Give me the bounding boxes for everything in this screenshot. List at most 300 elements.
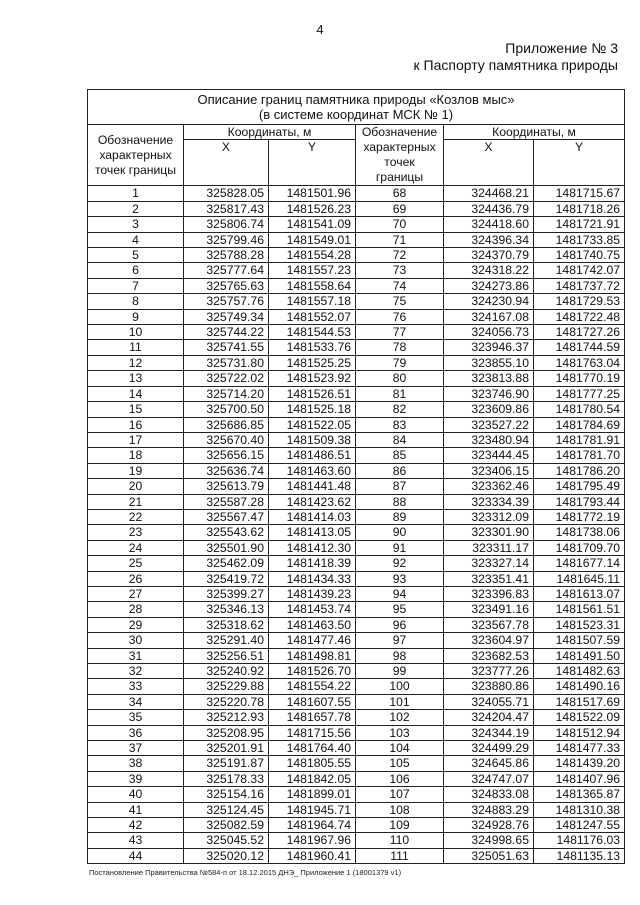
- table-row: [88, 771, 625, 786]
- x-coord: 324833.08: [444, 787, 534, 802]
- y-coord: 1481842.05: [269, 771, 356, 786]
- table-row: [88, 633, 625, 648]
- point-id: 5: [88, 248, 184, 263]
- y-coord: 1481463.50: [269, 617, 356, 632]
- y-coord: 1481412.30: [269, 540, 356, 555]
- x-coord: 325051.63: [444, 848, 534, 863]
- x-coord: 323682.53: [444, 648, 534, 663]
- point-id: 44: [88, 848, 184, 863]
- table-row: [88, 371, 625, 386]
- point-id: 80: [356, 371, 444, 386]
- point-id: 71: [356, 232, 444, 247]
- point-id: 89: [356, 509, 444, 524]
- point-id: 70: [356, 217, 444, 232]
- point-id: 7: [88, 278, 184, 293]
- point-id: 109: [356, 818, 444, 833]
- table-row: [88, 679, 625, 694]
- table-row: [88, 694, 625, 709]
- point-id: 19: [88, 463, 184, 478]
- point-id: 21: [88, 494, 184, 509]
- point-id: 42: [88, 818, 184, 833]
- y-coord: 1481407.96: [534, 771, 625, 786]
- point-id: 88: [356, 494, 444, 509]
- x-coord: 324167.08: [444, 309, 534, 324]
- point-id: 77: [356, 325, 444, 340]
- x-coord: 325543.62: [184, 525, 269, 540]
- x-coord: 325318.62: [184, 617, 269, 632]
- x-coord: 323301.90: [444, 525, 534, 540]
- x-coord: 325587.28: [184, 494, 269, 509]
- y-coord: 1481777.25: [534, 386, 625, 401]
- point-id: 84: [356, 432, 444, 447]
- y-coord: 1481718.26: [534, 201, 625, 216]
- x-coord: 325229.88: [184, 679, 269, 694]
- appendix-subtitle: к Паспорту памятника природы: [413, 57, 618, 73]
- x-coord: 323491.16: [444, 602, 534, 617]
- y-coord: 1481557.23: [269, 263, 356, 278]
- x-coord: 325722.02: [184, 371, 269, 386]
- point-id: 98: [356, 648, 444, 663]
- point-id: 95: [356, 602, 444, 617]
- point-id: 37: [88, 741, 184, 756]
- y-coord: 1481135.13: [534, 848, 625, 863]
- y-coord: 1481544.53: [269, 325, 356, 340]
- coords-header-right: Координаты, м: [444, 125, 625, 140]
- x-coord: 324318.22: [444, 263, 534, 278]
- x-coord: 324230.94: [444, 294, 534, 309]
- point-id: 31: [88, 648, 184, 663]
- point-id: 41: [88, 802, 184, 817]
- point-id: 72: [356, 248, 444, 263]
- y-coord: 1481541.09: [269, 217, 356, 232]
- point-id: 29: [88, 617, 184, 632]
- x-coord: 325777.64: [184, 263, 269, 278]
- table-row: [88, 325, 625, 340]
- y-coord: 1481786.20: [534, 463, 625, 478]
- y-coord: 1481733.85: [534, 232, 625, 247]
- table-row: [88, 802, 625, 817]
- x-coord: 324436.79: [444, 201, 534, 216]
- coordinates-table: [87, 89, 625, 864]
- table-row: [88, 278, 625, 293]
- point-id: 23: [88, 525, 184, 540]
- x-coord: 323609.86: [444, 402, 534, 417]
- table-row: [88, 263, 625, 278]
- point-id: 86: [356, 463, 444, 478]
- y-coord: 1481744.59: [534, 340, 625, 355]
- x-coord: 323312.09: [444, 509, 534, 524]
- table-row: [88, 402, 625, 417]
- x-coord: 325462.09: [184, 556, 269, 571]
- y-coord: 1481523.92: [269, 371, 356, 386]
- point-id: 75: [356, 294, 444, 309]
- point-id: 43: [88, 833, 184, 848]
- point-id: 30: [88, 633, 184, 648]
- y-coord: 1481523.31: [534, 617, 625, 632]
- point-id: 111: [356, 848, 444, 863]
- y-coord: 1481561.51: [534, 602, 625, 617]
- y-coord: 1481176.03: [534, 833, 625, 848]
- y-coord: 1481526.70: [269, 664, 356, 679]
- table-row: [88, 556, 625, 571]
- x-coord: 325220.78: [184, 694, 269, 709]
- table-row: [88, 833, 625, 848]
- y-coord: 1481960.41: [269, 848, 356, 863]
- point-header-left: Обозначение характерных точек границы: [88, 125, 184, 186]
- point-id: 99: [356, 664, 444, 679]
- table-row: [88, 741, 625, 756]
- x-coord: 324468.21: [444, 186, 534, 201]
- point-id: 90: [356, 525, 444, 540]
- y-coord: 1481657.78: [269, 710, 356, 725]
- x-coord: 323527.22: [444, 417, 534, 432]
- x-coord: 324204.47: [444, 710, 534, 725]
- y-coord: 1481439.20: [534, 756, 625, 771]
- table-row: [88, 540, 625, 555]
- point-id: 1: [88, 186, 184, 201]
- y-coord: 1481554.28: [269, 248, 356, 263]
- point-id: 40: [88, 787, 184, 802]
- point-id: 94: [356, 586, 444, 601]
- point-id: 85: [356, 448, 444, 463]
- y-coord: 1481517.69: [534, 694, 625, 709]
- x-coord: 325045.52: [184, 833, 269, 848]
- y-coord: 1481795.49: [534, 479, 625, 494]
- x-coord: 325208.95: [184, 725, 269, 740]
- x-coord: 323362.46: [444, 479, 534, 494]
- y-coord: 1481722.48: [534, 309, 625, 324]
- point-id: 38: [88, 756, 184, 771]
- point-id: 87: [356, 479, 444, 494]
- y-coord: 1481557.18: [269, 294, 356, 309]
- y-coord: 1481453.74: [269, 602, 356, 617]
- point-id: 110: [356, 833, 444, 848]
- table-row: [88, 525, 625, 540]
- y-coord: 1481418.39: [269, 556, 356, 571]
- y-coord: 1481525.25: [269, 355, 356, 370]
- y-coord: 1481439.23: [269, 586, 356, 601]
- table-row: [88, 432, 625, 447]
- x-coord: 323334.39: [444, 494, 534, 509]
- x-coord: 324396.34: [444, 232, 534, 247]
- x-coord: 325256.51: [184, 648, 269, 663]
- y-coord: 1481414.03: [269, 509, 356, 524]
- y-coord: 1481533.76: [269, 340, 356, 355]
- table-row: [88, 617, 625, 632]
- x-coord: 323946.37: [444, 340, 534, 355]
- y-coord: 1481558.64: [269, 278, 356, 293]
- x-coord: 324499.29: [444, 741, 534, 756]
- y-coord: 1481764.40: [269, 741, 356, 756]
- point-id: 11: [88, 340, 184, 355]
- table-row: [88, 725, 625, 740]
- x-coord: 324370.79: [444, 248, 534, 263]
- point-id: 10: [88, 325, 184, 340]
- x-coord: 325744.22: [184, 325, 269, 340]
- x-coord: 325567.47: [184, 509, 269, 524]
- y-coord: 1481721.91: [534, 217, 625, 232]
- x-coord: 325741.55: [184, 340, 269, 355]
- x-coord: 323480.94: [444, 432, 534, 447]
- point-id: 39: [88, 771, 184, 786]
- x-coord: 325613.79: [184, 479, 269, 494]
- table-row: [88, 186, 625, 201]
- x-coord: 323855.10: [444, 355, 534, 370]
- y-coord: 1481770.19: [534, 371, 625, 386]
- x-coord: 324883.29: [444, 802, 534, 817]
- x-coord: 325636.74: [184, 463, 269, 478]
- x-coord: 324056.73: [444, 325, 534, 340]
- y-coord: 1481715.56: [269, 725, 356, 740]
- y-coord: 1481805.55: [269, 756, 356, 771]
- y-coord: 1481964.74: [269, 818, 356, 833]
- point-id: 32: [88, 664, 184, 679]
- y-coord: 1481645.11: [534, 571, 625, 586]
- y-coord: 1481526.23: [269, 201, 356, 216]
- x-coord: 325124.45: [184, 802, 269, 817]
- x-coord: 323327.14: [444, 556, 534, 571]
- x-coord: 325082.59: [184, 818, 269, 833]
- x-coord: 325240.92: [184, 664, 269, 679]
- y-coord: 1481477.46: [269, 633, 356, 648]
- point-id: 101: [356, 694, 444, 709]
- caption-line-1: Описание границ памятника природы «Козлов мыс»: [197, 92, 515, 107]
- caption-line-2: (в системе координат МСК № 1): [258, 107, 454, 122]
- footer-note: Постановление Правительства №584-п от 18.12.2015 ДНЭ_ Приложение 1 (18001379 v1): [89, 868, 402, 877]
- table-row: [88, 479, 625, 494]
- x-coord: 325178.33: [184, 771, 269, 786]
- table-row: [88, 463, 625, 478]
- y-coord: 1481742.07: [534, 263, 625, 278]
- x-coord: 323777.26: [444, 664, 534, 679]
- page-number: 4: [316, 22, 324, 37]
- point-id: 83: [356, 417, 444, 432]
- x-coord: 324747.07: [444, 771, 534, 786]
- y-coord: 1481365.87: [534, 787, 625, 802]
- table-row: [88, 848, 625, 863]
- y-coord: 1481784.69: [534, 417, 625, 432]
- y-coord: 1481413.05: [269, 525, 356, 540]
- x-coord: 325501.90: [184, 540, 269, 555]
- y-coord: 1481552.07: [269, 309, 356, 324]
- table-row: [88, 648, 625, 663]
- y-coord: 1481737.72: [534, 278, 625, 293]
- x-coord: 325806.74: [184, 217, 269, 232]
- y-coord: 1481945.71: [269, 802, 356, 817]
- x-coord: 323604.97: [444, 633, 534, 648]
- x-coord: 323813.88: [444, 371, 534, 386]
- x-coord: 325291.40: [184, 633, 269, 648]
- point-id: 35: [88, 710, 184, 725]
- point-id: 76: [356, 309, 444, 324]
- appendix-title: Приложение № 3: [505, 40, 618, 56]
- x-coord: 325346.13: [184, 602, 269, 617]
- y-coord: 1481899.01: [269, 787, 356, 802]
- point-id: 28: [88, 602, 184, 617]
- point-id: 73: [356, 263, 444, 278]
- point-id: 6: [88, 263, 184, 278]
- y-coord: 1481423.62: [269, 494, 356, 509]
- point-id: 97: [356, 633, 444, 648]
- x-header-right: X: [444, 140, 534, 186]
- point-id: 9: [88, 309, 184, 324]
- table-row: [88, 571, 625, 586]
- point-id: 13: [88, 371, 184, 386]
- x-coord: 323444.45: [444, 448, 534, 463]
- point-id: 33: [88, 679, 184, 694]
- x-coord: 325154.16: [184, 787, 269, 802]
- y-coord: 1481780.54: [534, 402, 625, 417]
- table-row: [88, 602, 625, 617]
- x-coord: 325419.72: [184, 571, 269, 586]
- point-id: 96: [356, 617, 444, 632]
- table-row: [88, 294, 625, 309]
- x-coord: 325191.87: [184, 756, 269, 771]
- y-coord: 1481490.16: [534, 679, 625, 694]
- x-coord: 323396.83: [444, 586, 534, 601]
- x-coord: 325799.46: [184, 232, 269, 247]
- y-coord: 1481247.55: [534, 818, 625, 833]
- point-id: 27: [88, 586, 184, 601]
- point-id: 103: [356, 725, 444, 740]
- x-coord: 325765.63: [184, 278, 269, 293]
- point-id: 4: [88, 232, 184, 247]
- point-id: 24: [88, 540, 184, 555]
- y-coord: 1481781.91: [534, 432, 625, 447]
- x-coord: 325700.50: [184, 402, 269, 417]
- point-id: 69: [356, 201, 444, 216]
- table-row: [88, 494, 625, 509]
- x-coord: 324928.76: [444, 818, 534, 833]
- y-coord: 1481740.75: [534, 248, 625, 263]
- point-id: 106: [356, 771, 444, 786]
- x-coord: 325817.43: [184, 201, 269, 216]
- x-coord: 325749.34: [184, 309, 269, 324]
- point-id: 25: [88, 556, 184, 571]
- table-row: [88, 417, 625, 432]
- table-row: [88, 664, 625, 679]
- y-coord: 1481554.22: [269, 679, 356, 694]
- y-coord: 1481310.38: [534, 802, 625, 817]
- point-id: 107: [356, 787, 444, 802]
- table-row: [88, 386, 625, 401]
- y-coord: 1481507.59: [534, 633, 625, 648]
- y-coord: 1481781.70: [534, 448, 625, 463]
- y-coord: 1481525.18: [269, 402, 356, 417]
- x-coord: 324645.86: [444, 756, 534, 771]
- point-id: 104: [356, 741, 444, 756]
- table-row: [88, 710, 625, 725]
- y-coord: 1481522.09: [534, 710, 625, 725]
- y-coord: 1481729.53: [534, 294, 625, 309]
- x-coord: 325670.40: [184, 432, 269, 447]
- x-coord: 324273.86: [444, 278, 534, 293]
- x-coord: 323351.41: [444, 571, 534, 586]
- x-coord: 325788.28: [184, 248, 269, 263]
- point-id: 68: [356, 186, 444, 201]
- y-coord: 1481549.01: [269, 232, 356, 247]
- point-id: 22: [88, 509, 184, 524]
- point-id: 14: [88, 386, 184, 401]
- x-coord: 325731.80: [184, 355, 269, 370]
- y-header-right: Y: [534, 140, 625, 186]
- y-coord: 1481613.07: [534, 586, 625, 601]
- x-coord: 325828.05: [184, 186, 269, 201]
- y-coord: 1481763.04: [534, 355, 625, 370]
- x-coord: 325020.12: [184, 848, 269, 863]
- table-row: [88, 232, 625, 247]
- y-coord: 1481738.06: [534, 525, 625, 540]
- point-id: 18: [88, 448, 184, 463]
- y-header-left: Y: [269, 140, 356, 186]
- point-id: 79: [356, 355, 444, 370]
- y-coord: 1481463.60: [269, 463, 356, 478]
- point-id: 36: [88, 725, 184, 740]
- point-id: 78: [356, 340, 444, 355]
- point-id: 15: [88, 402, 184, 417]
- point-id: 105: [356, 756, 444, 771]
- table-row: [88, 448, 625, 463]
- point-id: 100: [356, 679, 444, 694]
- y-coord: 1481509.38: [269, 432, 356, 447]
- point-id: 74: [356, 278, 444, 293]
- x-coord: 325714.20: [184, 386, 269, 401]
- y-coord: 1481727.26: [534, 325, 625, 340]
- point-id: 91: [356, 540, 444, 555]
- point-id: 34: [88, 694, 184, 709]
- table-row: [88, 217, 625, 232]
- table-row: [88, 340, 625, 355]
- point-id: 17: [88, 432, 184, 447]
- y-coord: 1481491.50: [534, 648, 625, 663]
- y-coord: 1481486.51: [269, 448, 356, 463]
- table-row: [88, 201, 625, 216]
- x-coord: 325212.93: [184, 710, 269, 725]
- x-coord: 325201.91: [184, 741, 269, 756]
- point-id: 82: [356, 402, 444, 417]
- y-coord: 1481512.94: [534, 725, 625, 740]
- y-coord: 1481477.33: [534, 741, 625, 756]
- y-coord: 1481677.14: [534, 556, 625, 571]
- table-row: [88, 586, 625, 601]
- table-caption: [88, 90, 625, 125]
- x-coord: 323567.78: [444, 617, 534, 632]
- point-id: 20: [88, 479, 184, 494]
- coords-header-left: Координаты, м: [184, 125, 356, 140]
- y-coord: 1481607.55: [269, 694, 356, 709]
- table-row: [88, 787, 625, 802]
- point-id: 81: [356, 386, 444, 401]
- y-coord: 1481441.48: [269, 479, 356, 494]
- y-coord: 1481526.51: [269, 386, 356, 401]
- x-coord: 323311.17: [444, 540, 534, 555]
- x-coord: 325686.85: [184, 417, 269, 432]
- y-coord: 1481482.63: [534, 664, 625, 679]
- x-header-left: X: [184, 140, 269, 186]
- x-coord: 323880.86: [444, 679, 534, 694]
- table-row: [88, 818, 625, 833]
- point-id: 2: [88, 201, 184, 216]
- table-row: [88, 248, 625, 263]
- y-coord: 1481501.96: [269, 186, 356, 201]
- point-id: 12: [88, 355, 184, 370]
- x-coord: 325757.76: [184, 294, 269, 309]
- point-id: 16: [88, 417, 184, 432]
- x-coord: 325656.15: [184, 448, 269, 463]
- table-row: [88, 509, 625, 524]
- table-row: [88, 756, 625, 771]
- x-coord: 324998.65: [444, 833, 534, 848]
